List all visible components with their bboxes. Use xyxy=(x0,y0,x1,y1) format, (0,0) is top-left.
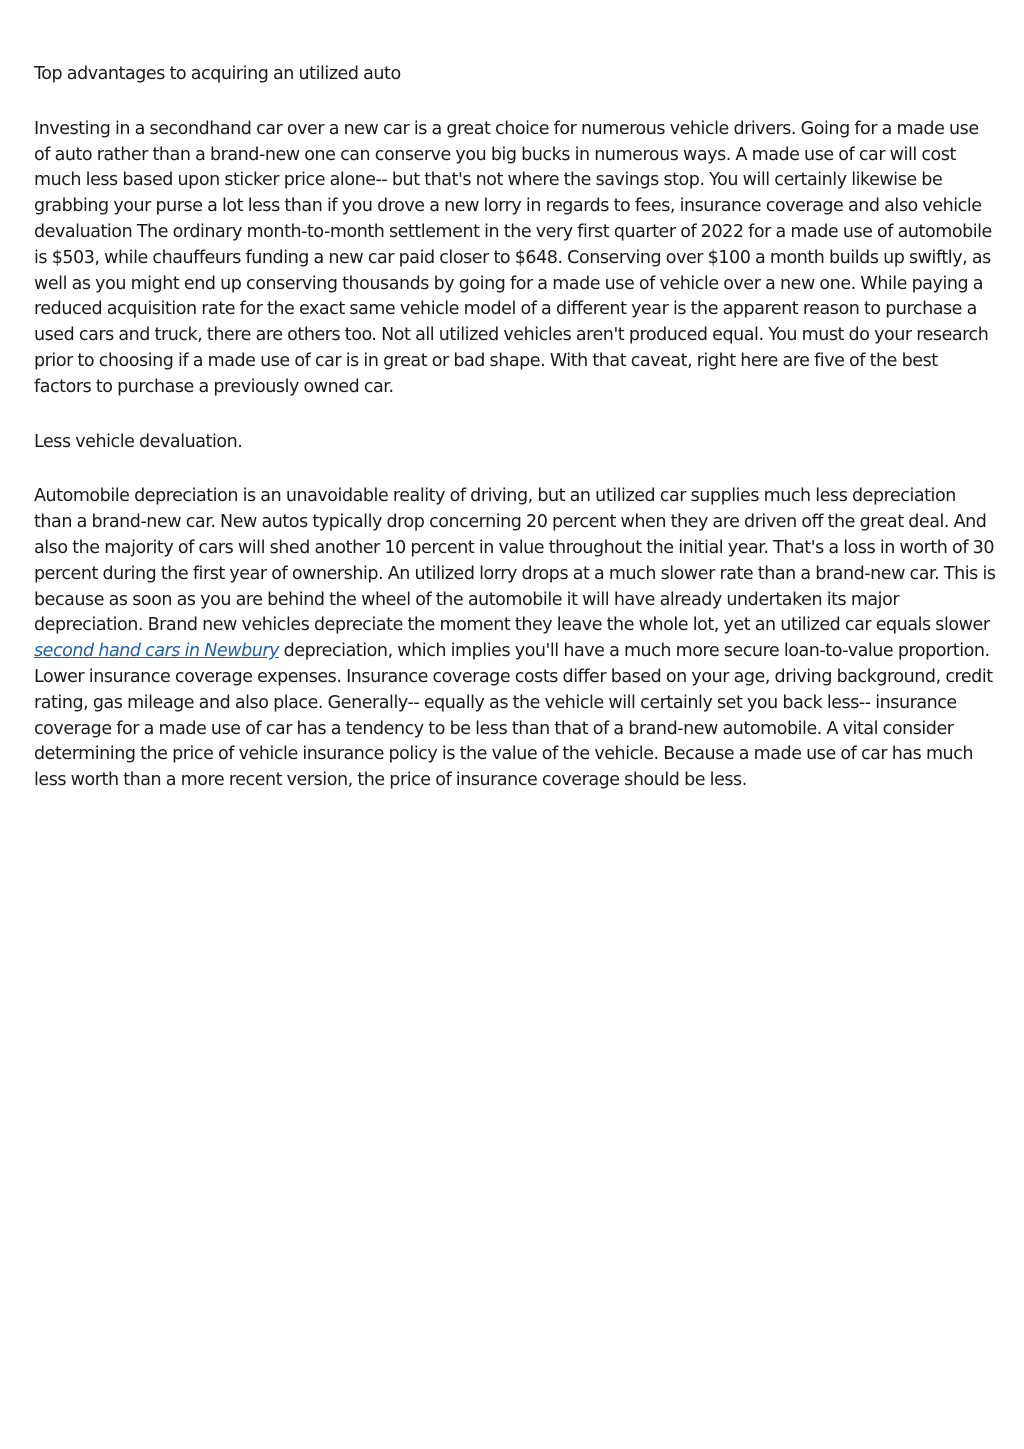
depreciation-paragraph xyxy=(34,484,996,794)
document-page xyxy=(34,62,996,823)
second-hand-cars-link[interactable]: second hand cars in Newbury xyxy=(34,641,280,662)
article-title: Top advantages to acquiring an utilized auto xyxy=(34,64,401,84)
paragraph-text-after-link: depreciation, which implies you'll have a much more secure loan-to-value proportion. Lower insurance coverage expenses. Insurance coverage costs differ based on your age, driving background, credit rating, gas mileage and also place. Generally-- equally as the vehicle will certainly set you back less-- insurance coverage for a made use of car has a tendency to be less than that of a brand-new automobile. A vital consider determining the price of vehicle insurance policy is the value of the vehicle. Because a made use of car has much less worth than a more recent version, the price of insurance coverage should be less. xyxy=(34,641,993,791)
intro-paragraph: Investing in a secondhand car over a new car is a great choice for numerous vehicle drivers. Going for a made use of auto rather than a brand-new one can conserve you big bucks in numerous ways. A made use of car will cost much less based upon sticker price alone-- but that's not where the savings stop. You will certainly likewise be grabbing your purse a lot less than if you drove a new lorry in regards to fees, insurance coverage and also vehicle devaluation The ordinary month-to-month settlement in the very first quarter of 2022 for a made use of automobile is $503, while chauffeurs funding a new car paid closer to $648. Conserving over $100 a month builds up swiftly, as well as you might end up conserving thousands by going for a made use of vehicle over a new one. While paying a reduced acquisition rate for the exact same vehicle model of a different year is the apparent reason to purchase a used cars and truck, there are others too. Not all utilized vehicles aren't produced equal. You must do your research prior to choosing if a made use of car is in great or bad shape. With that caveat, right here are five of the best factors to purchase a previously owned car. xyxy=(34,118,992,397)
section-heading: Less vehicle devaluation. xyxy=(34,431,243,452)
paragraph-text-before-link: Automobile depreciation is an unavoidable reality of driving, but an utilized car supplies much less depreciation than a brand-new car. New autos typically drop concerning 20 percent when they are driven off the great deal. And also the majority of cars will shed another 10 percent in value throughout the initial year. That's a loss in worth of 30 percent during the first year of ownership. An utilized lorry drops at a much slower rate than a brand-new car. This is because as soon as you are behind the wheel of the automobile it will have already undertaken its major depreciation. Brand new vehicles depreciate the moment they leave the whole lot, yet an utilized car equals slower xyxy=(34,486,996,636)
